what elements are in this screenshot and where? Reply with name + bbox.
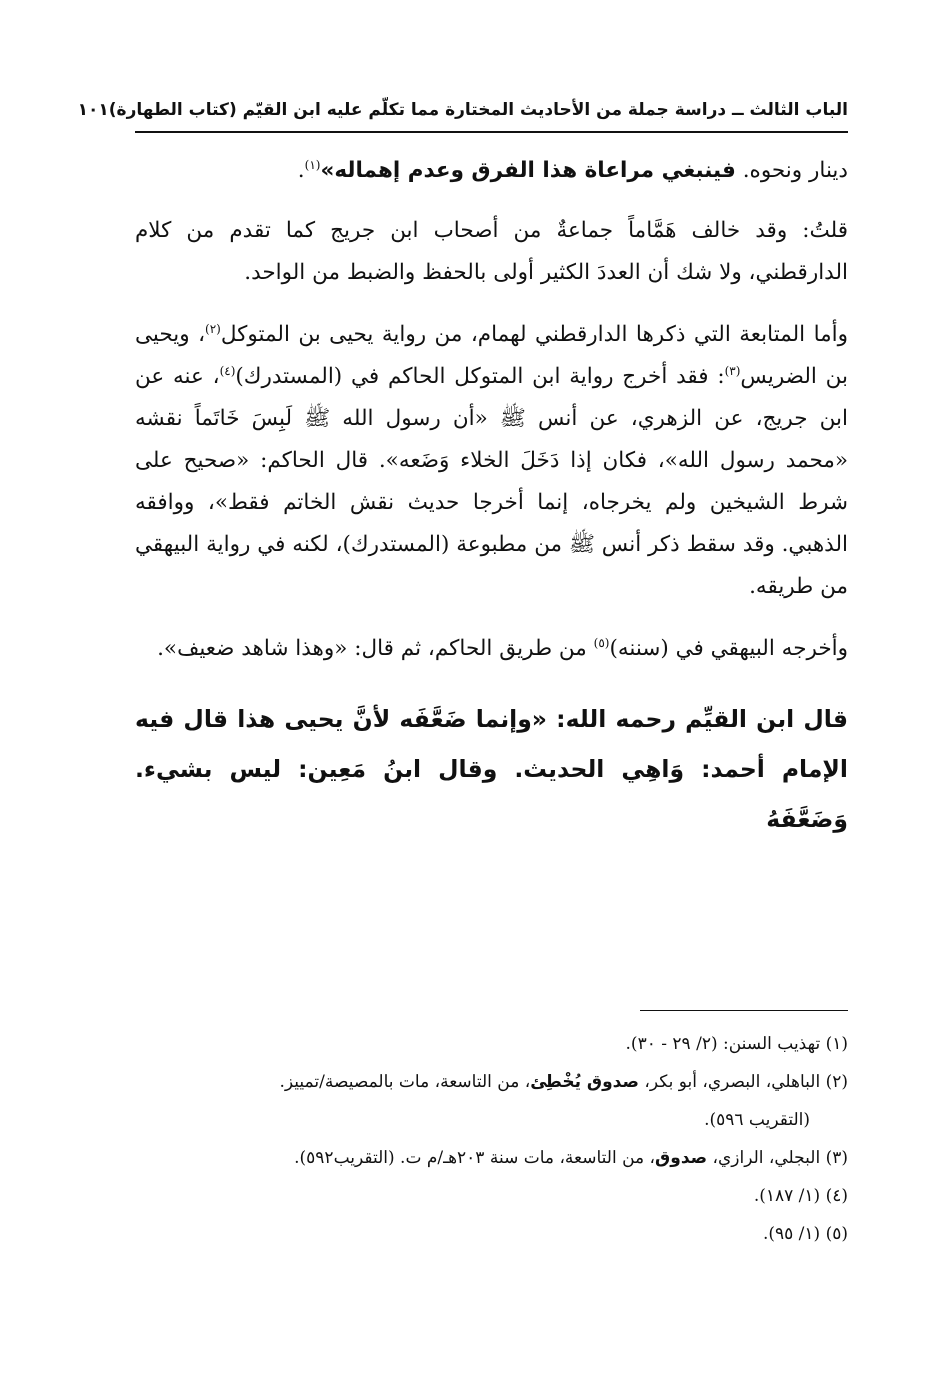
footnote-1: (١) تهذيب السنن: (٢/ ٢٩ - ٣٠). bbox=[625, 1034, 848, 1054]
footnote-5: (٥) (١/ ٩٥). bbox=[762, 1224, 848, 1244]
paragraph-3: وأما المتابعة التي ذكرها الدارقطني لهمام، من رواية يحيى بن المتوكل$^{(٢)}$، ويحيى بن الضريس$^{(٣)}$: فقد أخرج رواية ابن المتوكل الحاكم في (المستدرك)$^{(٤)}$، عنه عن ابن جريج، عن الزهري، عن أنس ﷺ «أن رسول الله ﷺ لَبِسَ خَاتَماً نقشه «محمد رسول الله»، فكان إذا دَخَلَ الخلاء وَضَعه». قال الحاكم: «صحيح على شرط الشيخين ولم يخرجاه، إنما أخرجا حديث نقش الخاتم فقط»، ووافقه الذهبي. وقد سقط ذكر أنس ﷺ من مطبوعة (المستدرك)، لكنه في رواية البيهقي من طريقه. bbox=[135, 321, 848, 599]
footnote-2: (٢) الباهلي، البصري، أبو بكر، صدوق يُخْطِئ، من التاسعة، مات بالمصيصة/تمييز. bbox=[279, 1072, 848, 1092]
main-text bbox=[135, 150, 848, 844]
paragraph-1: دينار ونحوه. فينبغي مراعاة هذا الفرق وعدم إهماله»$^{(١)}$. bbox=[297, 157, 848, 183]
footnote-2-continuation: (التقريب ٥٩٦). bbox=[704, 1110, 810, 1130]
header-rule bbox=[135, 131, 848, 133]
footnote-4: (٤) (١/ ١٨٧). bbox=[753, 1186, 848, 1206]
footnote-rule bbox=[640, 1010, 848, 1011]
footnote-ref-3[interactable]: (٣) bbox=[724, 363, 741, 378]
footnote-ref-1[interactable]: (١) bbox=[304, 157, 321, 172]
footnote-ref-4[interactable]: (٤) bbox=[219, 363, 236, 378]
footnote-ref-2[interactable]: (٢) bbox=[205, 321, 221, 336]
footnotes bbox=[135, 1027, 848, 1255]
running-header bbox=[77, 100, 848, 120]
footnote-3: (٣) البجلي، الرازي، صدوق، من التاسعة، مات سنة ٢٠٣هـ/م ت. (التقريب٥٩٢). bbox=[294, 1148, 848, 1168]
page-number: ١٠١ bbox=[77, 100, 109, 120]
chapter-title: الباب الثالث ــ دراسة جملة من الأحاديث المختارة مما تكلّم عليه ابن القيّم (كتاب الطهارة) bbox=[108, 100, 848, 120]
paragraph-2: قلتُ: وقد خالف هَمَّاماً جماعةٌ من أصحاب ابن جريج كما تقدم من كلام الدارقطني، ولا شك أن العددَ الكثير أولى بالحفظ والضبط من الواحد. bbox=[135, 218, 848, 285]
quote-paragraph: قال ابن القيِّم رحمه الله: «وإنما ضَعَّفَه لأنَّ يحيى هذا قال فيه الإمام أحمد: وَاهِي الحديث. وقال ابنُ مَعِين: ليس بشيء. وَضَعَّفَهُ bbox=[135, 705, 848, 833]
footnote-ref-5[interactable]: (٥) bbox=[593, 635, 610, 650]
paragraph-4: وأخرجه البيهقي في (سننه)$^{(٥)}$ من طريق الحاكم، ثم قال: «وهذا شاهد ضعيف». bbox=[157, 635, 848, 661]
emphasis-text: فينبغي مراعاة هذا الفرق وعدم إهماله» bbox=[320, 158, 736, 183]
